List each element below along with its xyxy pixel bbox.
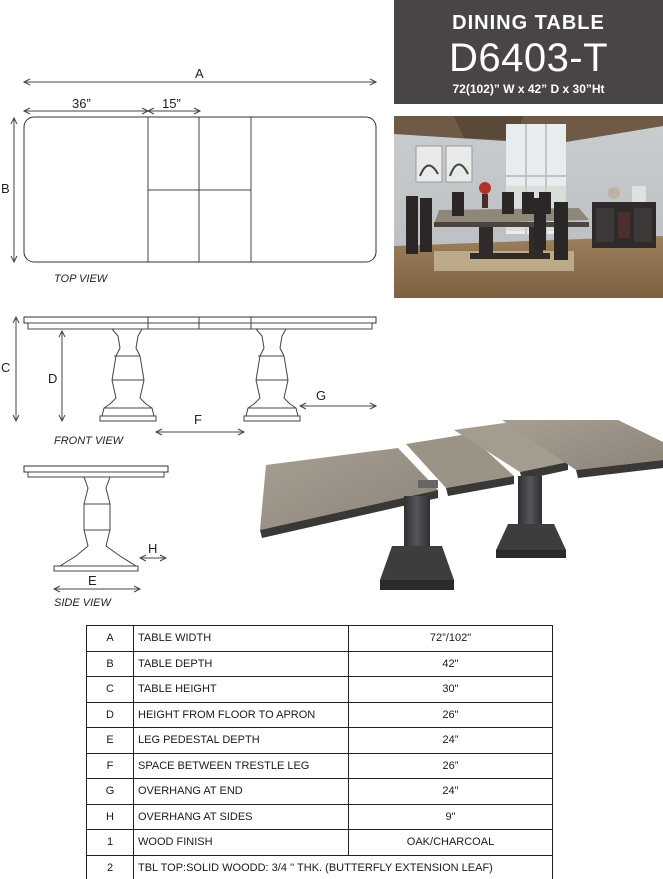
- spec-description: TBL TOP:SOLID WOODD: 3/4 '' THK. (BUTTERFLY EXTENSION LEAF): [134, 855, 553, 879]
- dim-label-a: A: [195, 66, 204, 81]
- product-model: D6403-T: [448, 36, 609, 80]
- spec-value: 72”/102": [349, 626, 553, 652]
- spec-description: OVERHANG AT END: [134, 779, 349, 805]
- spec-value: 9": [349, 804, 553, 830]
- spec-description: LEG PEDESTAL DEPTH: [134, 728, 349, 754]
- dim-label-c: C: [1, 360, 11, 375]
- product-dimensions: 72(102)” W x 42” D x 30”Ht: [452, 82, 605, 96]
- dim-label-g: G: [316, 388, 327, 403]
- dim-label-e: E: [88, 573, 97, 588]
- spec-code: B: [87, 651, 134, 677]
- spec-row: [87, 728, 553, 754]
- spec-value: 42": [349, 651, 553, 677]
- product-photo: [258, 420, 663, 600]
- side-view-label: SIDE VIEW: [54, 597, 111, 609]
- spec-code: C: [87, 677, 134, 703]
- spec-code: 2: [87, 855, 134, 879]
- spec-code: E: [87, 728, 134, 754]
- spec-code: D: [87, 702, 134, 728]
- dim-label-15: 15”: [162, 96, 181, 111]
- spec-row: [87, 651, 553, 677]
- dim-label-f: F: [194, 412, 202, 427]
- spec-row: [87, 779, 553, 805]
- room-photo: [394, 116, 663, 298]
- spec-description: OVERHANG AT SIDES: [134, 804, 349, 830]
- front-view-label: FRONT VIEW: [54, 435, 124, 447]
- spec-value: 30": [349, 677, 553, 703]
- spec-code: 1: [87, 830, 134, 856]
- spec-row: [87, 804, 553, 830]
- dim-label-h: H: [148, 541, 158, 556]
- spec-value: 24": [349, 779, 553, 805]
- spec-row: [87, 702, 553, 728]
- spec-code: G: [87, 779, 134, 805]
- spec-row: [87, 830, 553, 856]
- spec-row: [87, 626, 553, 652]
- spec-description: TABLE DEPTH: [134, 651, 349, 677]
- dim-label-d: D: [48, 371, 58, 386]
- dim-label-36: 36”: [72, 96, 91, 111]
- spec-value: 24”: [349, 728, 553, 754]
- spec-value: OAK/CHARCOAL: [349, 830, 553, 856]
- spec-table: [86, 625, 553, 879]
- product-title: DINING TABLE: [452, 12, 605, 34]
- spec-row: [87, 753, 553, 779]
- spec-code: A: [87, 626, 134, 652]
- spec-value: 26”: [349, 753, 553, 779]
- spec-description: SPACE BETWEEN TRESTLE LEG: [134, 753, 349, 779]
- spec-description: HEIGHT FROM FLOOR TO APRON: [134, 702, 349, 728]
- spec-description: TABLE HEIGHT: [134, 677, 349, 703]
- dim-label-b: B: [1, 181, 10, 196]
- spec-row: [87, 855, 553, 879]
- spec-description: TABLE WIDTH: [134, 626, 349, 652]
- spec-value: 26": [349, 702, 553, 728]
- spec-description: WOOD FINISH: [134, 830, 349, 856]
- spec-code: F: [87, 753, 134, 779]
- top-view-label: TOP VIEW: [54, 273, 108, 285]
- spec-code: H: [87, 804, 134, 830]
- spec-row: [87, 677, 553, 703]
- product-header: [394, 0, 663, 104]
